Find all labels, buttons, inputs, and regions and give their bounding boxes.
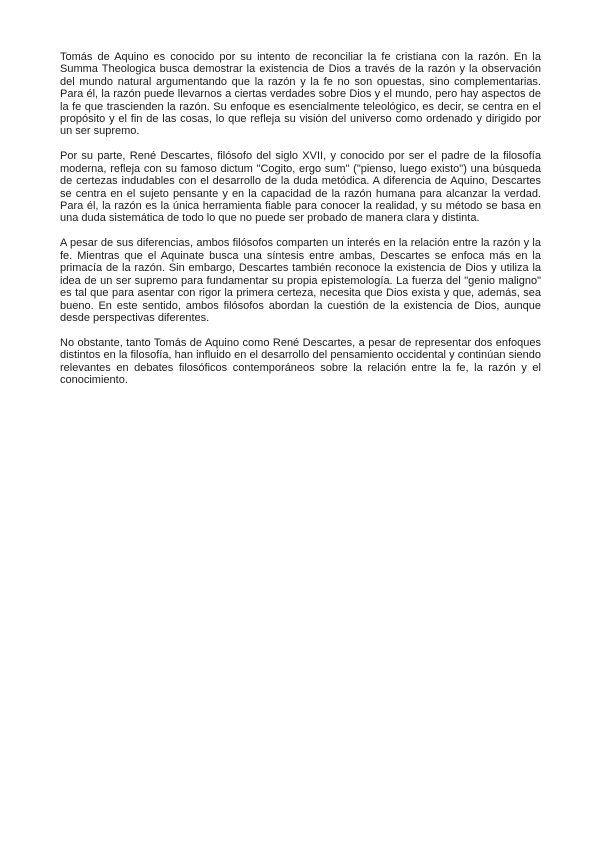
document-body bbox=[60, 51, 541, 399]
paragraph-conclusion: No obstante, tanto Tomás de Aquino como René Descartes, a pesar de representar dos enfoques distintos en la filosofía, han influido en el desarrollo del pensamiento occidental y continúan siendo relevantes en debates filosóficos contemporáneos sobre la relación entre la fe, la razón y el conocimiento. bbox=[60, 336, 541, 387]
paragraph-descartes: Por su parte, René Descartes, filósofo del siglo XVII, y conocido por ser el padre de la filosofía moderna, refleja con su famoso dictum "Cogito, ergo sum" ("pienso, luego existo") una búsqueda de certezas indudables con el desarrollo de la duda metódica. A diferencia de Aquino, Descartes se centra en el sujeto pensante y en la capacidad de la razón humana para alcanzar la verdad. Para él, la razón es la única herramienta fiable para conocer la realidad, y su método se basa en una duda sistemática de todo lo que no puede ser probado de manera clara y distinta. bbox=[60, 150, 541, 225]
paragraph-aquino: Tomás de Aquino es conocido por su intento de reconciliar la fe cristiana con la razón. En la Summa Theologica busca demostrar la existencia de Dios a través de la razón y la observación del mundo natural argumentando que la razón y la fe no son opuestas, sino complementarias. Para él, la razón puede llevarnos a ciertas verdades sobre Dios y el mundo, pero hay aspectos de la fe que trascienden la razón. Su enfoque es esencialmente teleológico, es decir, se centra en el propósito y el fin de las cosas, lo que refleja su visión del universo como ordenado y dirigido por un ser supremo. bbox=[60, 51, 541, 138]
paragraph-comparison: A pesar de sus diferencias, ambos filósofos comparten un interés en la relación entre la razón y la fe. Mientras que el Aquinate busca una síntesis entre ambas, Descartes se enfoca más en la primacía de la razón. Sin embargo, Descartes también reconoce la existencia de Dios y utiliza la idea de un ser supremo para fundamentar su propia epistemología. La fuerza del "genio maligno" es tal que para asentar con rigor la primera certeza, necesita que Dios exista y que, además, sea bueno. En este sentido, ambos filósofos abordan la cuestión de la existencia de Dios, aunque desde perspectivas diferentes. bbox=[60, 237, 541, 324]
